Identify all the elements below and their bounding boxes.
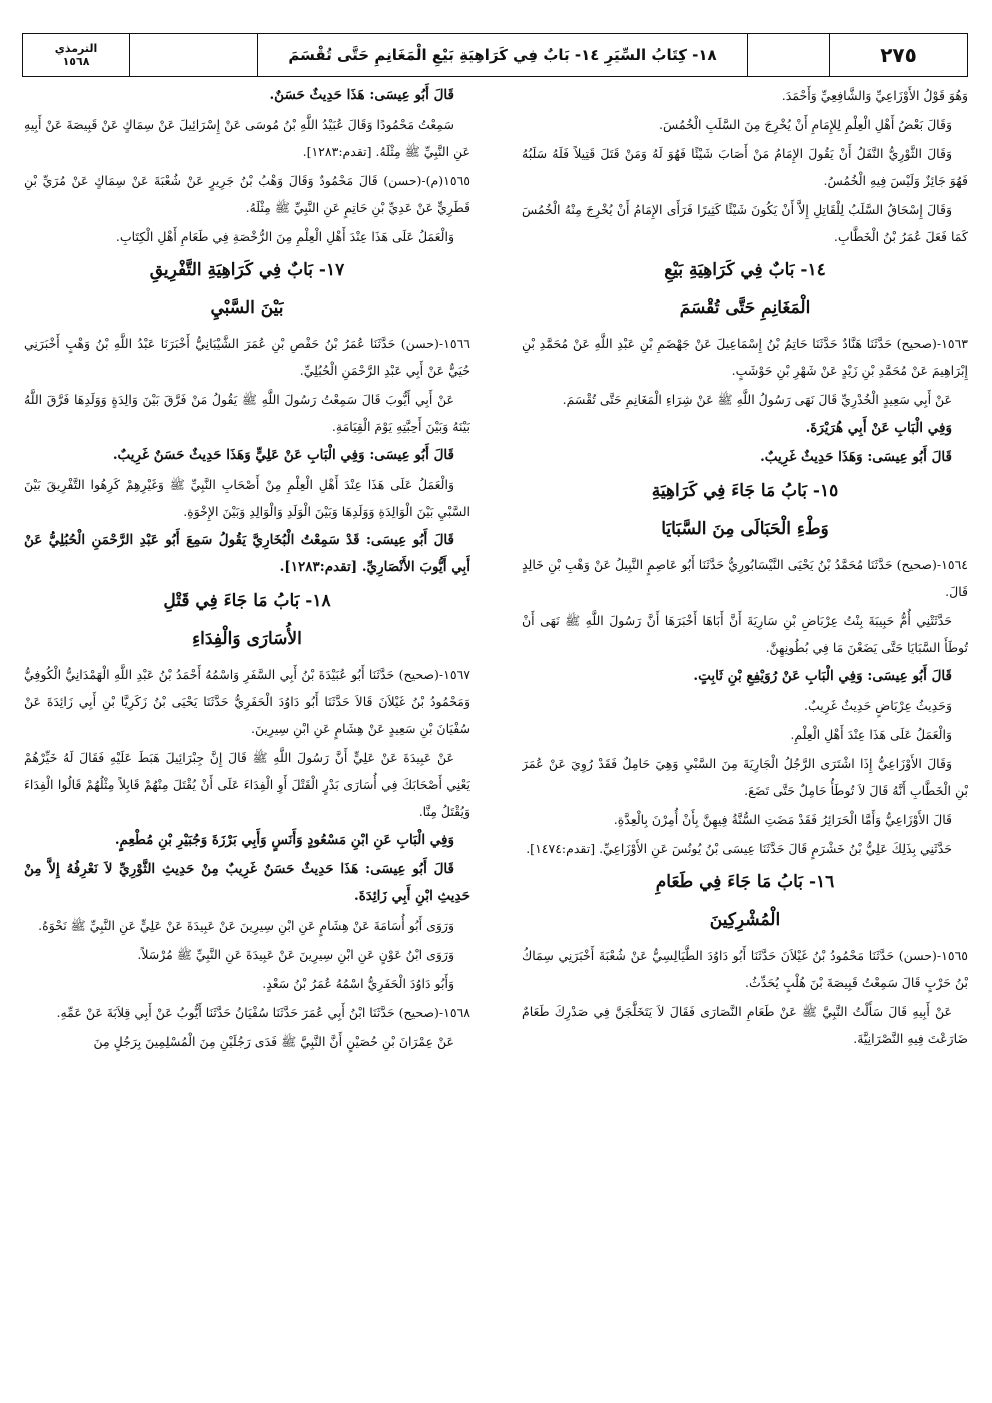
commentary-line: قَالَ أَبُو عِيسَى: قَدْ سَمِعْتُ الْبُخَارِيَّ يَقُولُ سَمِعَ أَبُو عَبْدِ الرَّحْمَنِ الْحُبُلِيُّ عَنْ أَبِي أَيُّوبَ الأَنْصَارِيِّ. [تقدم:١٢٨٣]. bbox=[24, 532, 470, 575]
hadith-paragraph: ١٥٦٧-(صحيح) حَدَّثَنَا أَبُو عُبَيْدَةَ بْنُ أَبِي السَّفَرِ وَاسْمُهُ أَحْمَدُ بْنُ عَبْدِ اللَّهِ الْهَمْدَانِيُّ الْكُوفِيُّ وَمَحْمُودُ بْنُ غَيْلاَنَ قَالاَ حَدَّثَنَا أَبُو دَاوُدَ الْحَفَرِيُّ حَدَّثَنَا يَحْيَى بْنُ زَكَرِيَّا بْنِ أَبِي زَائِدَةَ عَنْ سُفْيَانَ بْنِ سَعِيدٍ عَنْ هِشَامٍ عَنِ ابْنِ سِيرِينَ. bbox=[24, 667, 470, 736]
hadith-paragraph: عَنْ عَبِيدَةَ عَنْ عَلِيٍّ أَنَّ رَسُولَ اللَّهِ ﷺ قَالَ إِنَّ جِبْرَائِيلَ هَبَطَ عَلَيْهِ فَقَالَ لَهُ خَيِّرْهُمْ يَعْنِي أَصْحَابَكَ فِي أُسَارَى بَدْرٍ الْقَتْلَ أَوِ الْفِدَاءَ عَلَى أَنْ يُقْتَلَ مِنْهُمْ قَابِلاً مِثْلُهُمْ قَالُوا الْفِدَاءَ وَيُقْتَلُ مِنَّا. bbox=[24, 750, 470, 819]
hadith-paragraph: وَقَالَ الثَّوْرِيُّ النَّفَلُ أَنْ يَقُولَ الإِمَامُ مَنْ أَصَابَ شَيْئًا فَهُوَ لَهُ وَمَنْ قَتَلَ قَتِيلاً فَلَهُ سَلَبُهُ فَهُوَ جَائِزٌ وَلَيْسَ فِيهِ الْخُمُسُ. bbox=[522, 146, 968, 188]
hadith-paragraph: وَحَدِيثُ عِرْبَاضٍ حَدِيثٌ غَرِيبٌ. bbox=[804, 698, 952, 713]
hadith-paragraph: وَالْعَمَلُ عَلَى هَذَا عِنْدَ أَهْلِ الْعِلْمِ مِنَ الرُّخْصَةِ فِي طَعَامِ أَهْلِ الْكِتَابِ. bbox=[115, 229, 454, 244]
commentary-line: قَالَ أَبُو عِيسَى: هَذَا حَدِيثٌ حَسَنٌ غَرِيبٌ مِنْ حَدِيثِ الثَّوْرِيِّ لاَ نَعْرِفُهُ إِلاَّ مِنْ حَدِيثِ ابْنِ أَبِي زَائِدَةَ. bbox=[24, 861, 470, 904]
book-reference-range: ١٥٦٨ bbox=[62, 55, 90, 68]
header-blank-cell bbox=[129, 34, 257, 76]
commentary-line: قَالَ أَبُو عِيسَى: هَذَا حَدِيثٌ حَسَنٌ. bbox=[269, 87, 454, 103]
commentary-line: وَفِي الْبَابِ عَنِ ابْنِ مَسْعُودٍ وَأَنَسٍ وَأَبِي بَرْزَةَ وَجُبَيْرِ بْنِ مُطْعِمٍ. bbox=[114, 832, 454, 848]
hadith-paragraph: ١٥٦٣-(صحيح) حَدَّثَنَا هَنَّادٌ حَدَّثَنَا حَاتِمُ بْنُ إِسْمَاعِيلَ عَنْ جَهْضَمِ بْنِ عَبْدِ اللَّهِ عَنْ مُحَمَّدِ بْنِ إِبْرَاهِيمَ عَنْ مُحَمَّدِ بْنِ زَيْدٍ عَنْ شَهْرِ بْنِ حَوْشَبٍ. bbox=[522, 336, 968, 378]
running-title: ١٨- كِتَابُ السِّيَرِ ١٤- بَابٌ فِي كَرَاهِيَةِ بَيْعِ الْمَغَانِمِ حَتَّى تُقْسَمَ bbox=[257, 34, 747, 76]
chapter-heading: وَطْءِ الْحَبَالَى مِنَ السَّبَايَا bbox=[661, 519, 829, 539]
hadith-paragraph: وَرَوَى أَبُو أُسَامَةَ عَنْ هِشَامٍ عَنِ ابْنِ سِيرِينَ عَنْ عَبِيدَةَ عَنْ عَلِيٍّ عَنِ النَّبِيِّ ﷺ نَحْوَهُ. bbox=[38, 918, 454, 933]
commentary-line: قَالَ أَبُو عِيسَى: وَفِي الْبَابِ عَنْ عَلِيٍّ وَهَذَا حَدِيثٌ حَسَنٌ غَرِيبٌ. bbox=[112, 447, 454, 463]
chapter-heading: الأُسَارَى وَالْفِدَاءِ bbox=[192, 629, 302, 649]
hadith-paragraph: قَالَ الأَوْزَاعِيُّ وَأَمَّا الْحَرَائِرُ فَقَدْ مَضَتِ السُّنَّةُ فِيهِنَّ بِأَنْ أُمِرْنَ بِالْعِدَّةِ. bbox=[613, 812, 952, 827]
hadith-paragraph: وَقَالَ بَعْضُ أَهْلِ الْعِلْمِ لِلإِمَامِ أَنْ يُخْرِجَ مِنَ السَّلَبِ الْخُمُسَ. bbox=[658, 117, 952, 132]
right-text-column bbox=[522, 82, 968, 1382]
page-header bbox=[22, 33, 968, 77]
commentary-line: قَالَ أَبُو عِيسَى: وَهَذَا حَدِيثٌ غَرِيبٌ. bbox=[760, 449, 952, 465]
chapter-heading: بَيْنَ السَّبْيِ bbox=[210, 298, 284, 318]
hadith-paragraph: وَالْعَمَلُ عَلَى هَذَا عِنْدَ أَهْلِ الْعِلْمِ مِنْ أَصْحَابِ النَّبِيِّ ﷺ وَغَيْرِهِمْ كَرِهُوا التَّفْرِيقَ بَيْنَ السَّبْيِ بَيْنَ الْوَالِدَةِ وَوَلَدِهَا وَبَيْنَ الْوَلَدِ وَالْوَالِدِ وَبَيْنَ الإِخْوَةِ. bbox=[24, 477, 470, 519]
chapter-heading: ١٤- بَابٌ فِي كَرَاهِيَةِ بَيْعِ bbox=[664, 260, 826, 280]
hadith-paragraph: وَأَبُو دَاوُدَ الْحَفَرِيُّ اسْمُهُ عُمَرُ بْنُ سَعْدٍ. bbox=[262, 976, 454, 991]
left-text-column bbox=[24, 82, 470, 1382]
hadith-paragraph: عَنْ أَبِي أَيُّوبَ قَالَ سَمِعْتُ رَسُولَ اللَّهِ ﷺ يَقُولُ مَنْ فَرَّقَ بَيْنَ وَالِدَةٍ وَوَلَدِهَا فَرَّقَ اللَّهُ بَيْنَهُ وَبَيْنَ أَحِبَّتِهِ يَوْمَ الْقِيَامَةِ. bbox=[24, 392, 470, 434]
chapter-heading: ١٨- بَابُ مَا جَاءَ فِي قَتْلِ bbox=[163, 591, 331, 611]
commentary-line: قَالَ أَبُو عِيسَى: وَفِي الْبَابِ عَنْ رُوَيْفِعِ بْنِ ثَابِتٍ. bbox=[693, 668, 952, 684]
hadith-paragraph: ١٥٦٥-(حسن) حَدَّثَنَا مَحْمُودُ بْنُ غَيْلاَنَ حَدَّثَنَا أَبُو دَاوُدَ الطَّيَالِسِيُّ عَنْ شُعْبَةَ أَخْبَرَنِي سِمَاكُ بْنُ حَرْبٍ قَالَ سَمِعْتُ قَبِيصَةَ بْنَ هُلْبٍ يُحَدِّثُ. bbox=[522, 948, 968, 990]
hadith-paragraph: ١٥٦٥(م)-(حسن) قَالَ مَحْمُودٌ وَقَالَ وَهْبُ بْنُ جَرِيرٍ عَنْ شُعْبَةَ عَنْ سِمَاكٍ عَنْ مُرَيِّ بْنِ قَطَرِيٍّ عَنْ عَدِيِّ بْنِ حَاتِمٍ عَنِ النَّبِيِّ ﷺ مِثْلَهُ. bbox=[24, 173, 470, 215]
chapter-heading: ١٧- بَابٌ فِي كَرَاهِيَةِ التَّفْرِيقِ bbox=[149, 260, 345, 280]
chapter-heading: ١٥- بَابُ مَا جَاءَ فِي كَرَاهِيَةِ bbox=[651, 481, 839, 501]
header-blank-cell bbox=[747, 34, 829, 76]
commentary-line: وَفِي الْبَابِ عَنْ أَبِي هُرَيْرَةَ. bbox=[805, 420, 952, 436]
chapter-heading: الْمَغَانِمِ حَتَّى تُقْسَمَ bbox=[679, 298, 811, 318]
hadith-paragraph: حَدَّثَتْنِي أُمُّ حَبِيبَةَ بِنْتُ عِرْبَاضِ بْنِ سَارِيَةَ أَنَّ أَبَاهَا أَخْبَرَهَا أَنَّ رَسُولَ اللَّهِ ﷺ نَهَى أَنْ تُوطَأَ السَّبَايَا حَتَّى يَضَعْنَ مَا فِي بُطُونِهِنَّ. bbox=[522, 613, 968, 655]
hadith-paragraph: ١٥٦٤-(صحيح) حَدَّثَنَا مُحَمَّدُ بْنُ يَحْيَى النَّيْسَابُورِيُّ حَدَّثَنَا أَبُو عَاصِمٍ النَّبِيلُ عَنْ وَهْبِ بْنِ خَالِدٍ قَالَ. bbox=[522, 557, 968, 599]
hadith-paragraph: حَدَّثَنِي بِذَلِكَ عَلِيُّ بْنُ خَشْرَمٍ قَالَ حَدَّثَنَا عِيسَى بْنُ يُونُسَ عَنِ الأَوْزَاعِيِّ. [تقدم:١٤٧٤]. bbox=[526, 841, 952, 856]
hadith-paragraph: عَنْ أَبِي سَعِيدٍ الْخُدْرِيِّ قَالَ نَهَى رَسُولُ اللَّهِ ﷺ عَنْ شِرَاءِ الْمَغَانِمِ حَتَّى تُقْسَمَ. bbox=[562, 392, 952, 407]
chapter-heading: الْمُشْرِكِينَ bbox=[709, 910, 781, 930]
hadith-paragraph: ١٥٦٦-(حسن) حَدَّثَنَا عُمَرُ بْنُ حَفْصِ بْنِ عُمَرَ الشَّيْبَانِيُّ أَخْبَرَنَا عَبْدُ اللَّهِ بْنُ وَهْبٍ أَخْبَرَنِي حُيَيٌّ عَنْ أَبِي عَبْدِ الرَّحْمَنِ الْحُبُلِيِّ. bbox=[24, 336, 470, 378]
hadith-paragraph: وَقَالَ الأَوْزَاعِيُّ إِذَا اشْتَرَى الرَّجُلُ الْجَارِيَةَ مِنَ السَّبْيِ وَهِيَ حَامِلٌ فَقَدْ رُوِيَ عَنْ عُمَرَ بْنِ الْخَطَّابِ أَنَّهُ قَالَ لاَ تُوطَأُ حَامِلٌ حَتَّى تَضَعَ. bbox=[522, 756, 968, 798]
book-reference bbox=[23, 34, 129, 76]
hadith-paragraph: عَنْ عِمْرَانَ بْنِ حُصَيْنٍ أَنَّ النَّبِيَّ ﷺ فَدَى رَجُلَيْنِ مِنَ الْمُسْلِمِينَ بِرَجُلٍ مِنَ bbox=[93, 1034, 454, 1049]
hadith-paragraph: وَرَوَى ابْنُ عَوْنٍ عَنِ ابْنِ سِيرِينَ عَنْ عَبِيدَةَ عَنِ النَّبِيِّ ﷺ مُرْسَلاً. bbox=[137, 947, 454, 962]
chapter-heading: ١٦- بَابُ مَا جَاءَ فِي طَعَامِ bbox=[655, 872, 835, 892]
hadith-paragraph: وَقَالَ إِسْحَاقُ السَّلَبُ لِلْقَاتِلِ إِلاَّ أَنْ يَكُونَ شَيْئًا كَثِيرًا فَرَأَى الإِمَامُ أَنْ يُخْرِجَ مِنْهُ الْخُمُسَ كَمَا فَعَلَ عُمَرُ بْنُ الْخَطَّابِ. bbox=[522, 202, 968, 244]
book-reference-name: الترمذي bbox=[54, 42, 98, 55]
hadith-paragraph: سَمِعْتُ مَحْمُودًا وَقَالَ عُبَيْدُ اللَّهِ بْنُ مُوسَى عَنْ إِسْرَائِيلَ عَنْ سِمَاكٍ عَنْ قَبِيصَةَ عَنْ أَبِيهِ عَنِ النَّبِيِّ ﷺ مِثْلَهُ. [تقدم:١٢٨٣]. bbox=[24, 117, 470, 159]
hadith-paragraph: وَالْعَمَلُ عَلَى هَذَا عِنْدَ أَهْلِ الْعِلْمِ. bbox=[790, 727, 952, 742]
page-number: ٢٧٥ bbox=[829, 34, 967, 76]
hadith-paragraph: عَنْ أَبِيهِ قَالَ سَأَلْتُ النَّبِيَّ ﷺ عَنْ طَعَامِ النَّصَارَى فَقَالَ لاَ يَتَخَلَّجَنَّ فِي صَدْرِكَ طَعَامٌ ضَارَعْتَ فِيهِ النَّصْرَانِيَّةَ. bbox=[522, 1004, 968, 1046]
hadith-paragraph: وَهُوَ قَوْلُ الأَوْزَاعِيِّ وَالشَّافِعِيِّ وَأَحْمَدَ. bbox=[781, 88, 968, 103]
hadith-paragraph: ١٥٦٨-(صحيح) حَدَّثَنَا ابْنُ أَبِي عُمَرَ حَدَّثَنَا سُفْيَانُ حَدَّثَنَا أَيُّوبُ عَنْ أَبِي قِلاَبَةَ عَنْ عَمِّهِ. bbox=[56, 1005, 470, 1020]
